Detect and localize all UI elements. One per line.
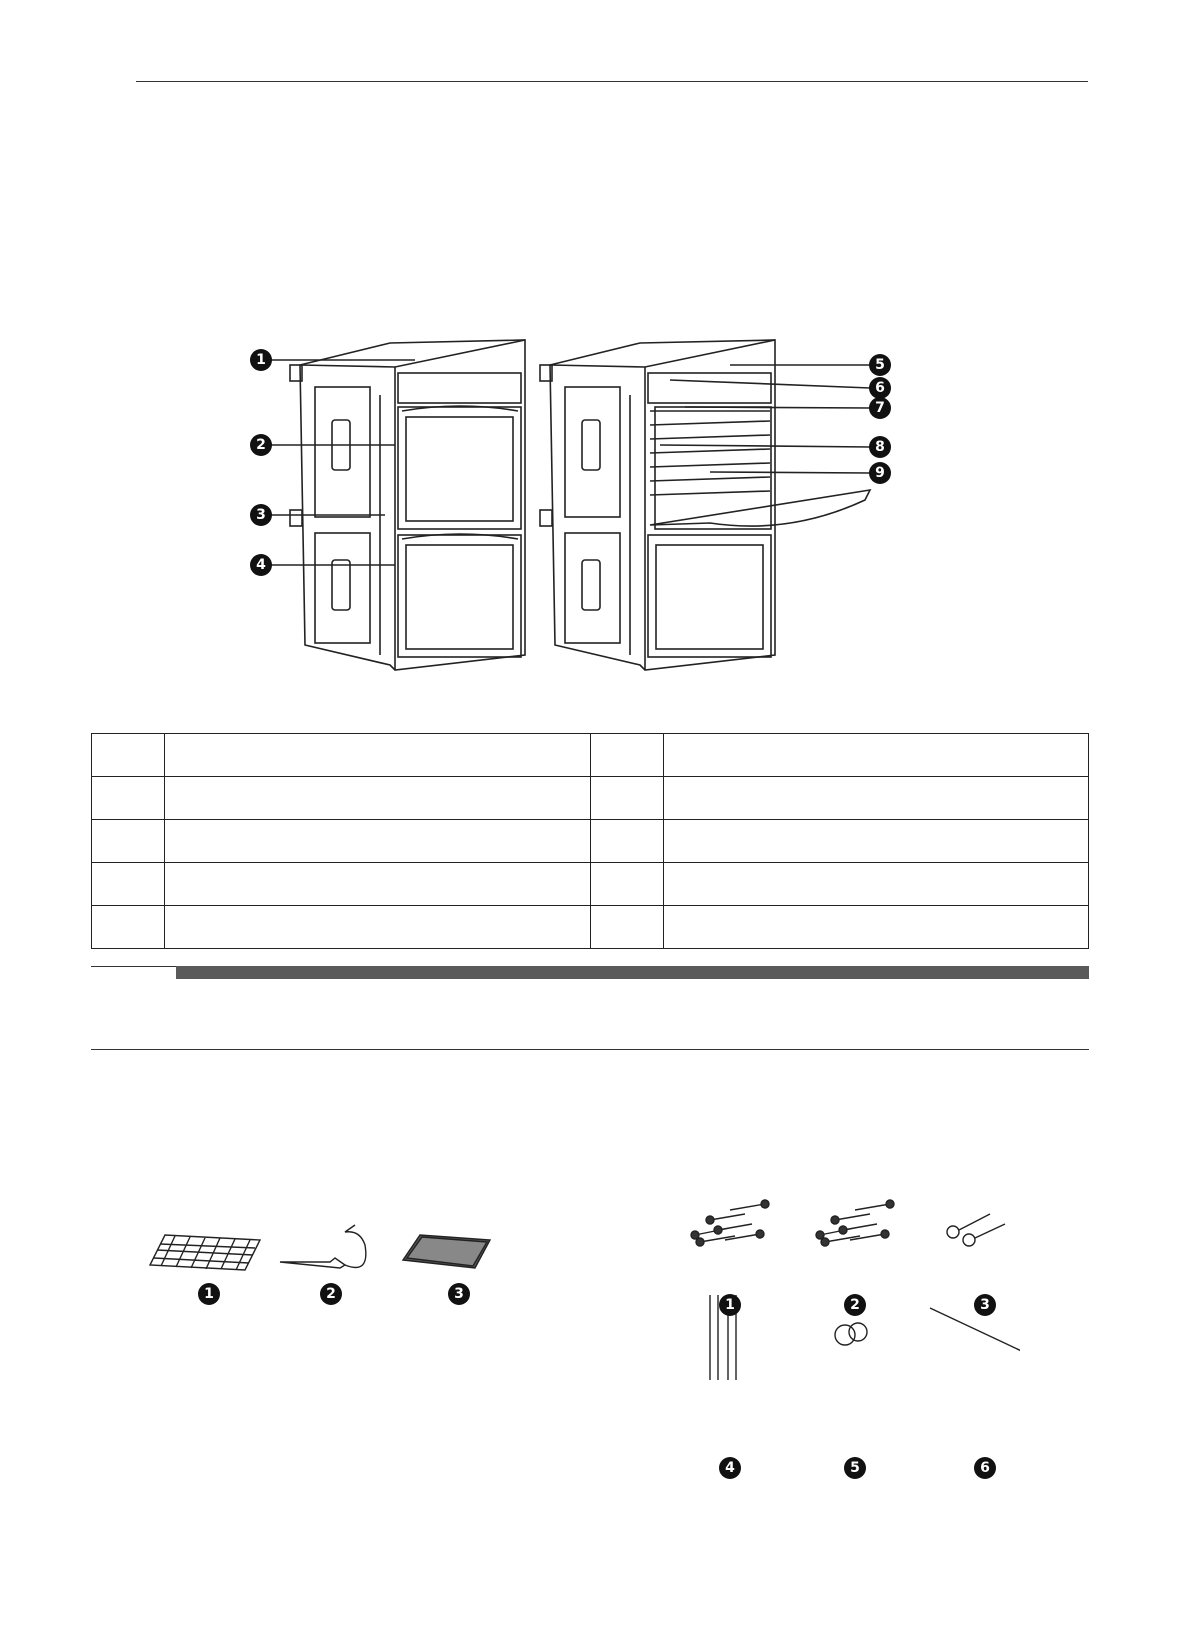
- accessory-callout-3: 3: [448, 1283, 470, 1305]
- install-callout-4: 4: [719, 1457, 741, 1479]
- table-cell: [92, 820, 165, 863]
- table-row: [92, 906, 1089, 949]
- wall-oven-illustration: [230, 325, 950, 695]
- table-cell: [663, 863, 1089, 906]
- accessories-illustration: [145, 1220, 500, 1290]
- callout-3: 3: [250, 504, 272, 526]
- table-cell: [92, 777, 165, 820]
- accessory-callout-1: 1: [198, 1283, 220, 1305]
- table-cell: [590, 820, 663, 863]
- callout-9: 9: [869, 462, 891, 484]
- table-cell: [663, 906, 1089, 949]
- callout-7: 7: [869, 397, 891, 419]
- table-cell: [165, 734, 591, 777]
- callout-4: 4: [250, 554, 272, 576]
- table-cell: [590, 734, 663, 777]
- install-callout-1: 1: [719, 1294, 741, 1316]
- table-cell: [663, 777, 1089, 820]
- table-cell: [663, 820, 1089, 863]
- callout-8: 8: [869, 436, 891, 458]
- install-callout-3: 3: [974, 1294, 996, 1316]
- table-cell: [92, 863, 165, 906]
- table-row: [92, 820, 1089, 863]
- table-cell: [92, 906, 165, 949]
- table-cell: [165, 906, 591, 949]
- table-row: [92, 734, 1089, 777]
- table-row: [92, 863, 1089, 906]
- table-cell: [590, 777, 663, 820]
- callout-5: 5: [869, 354, 891, 376]
- callout-2: 2: [250, 434, 272, 456]
- install-callout-2: 2: [844, 1294, 866, 1316]
- table-cell: [165, 777, 591, 820]
- table-row: [92, 777, 1089, 820]
- table-cell: [165, 820, 591, 863]
- section-rule-lower: [91, 1049, 1089, 1050]
- callout-6: 6: [869, 377, 891, 399]
- section-header-bar: [176, 966, 1089, 979]
- accessory-callout-2: 2: [320, 1283, 342, 1305]
- install-callout-5: 5: [844, 1457, 866, 1479]
- table-cell: [165, 863, 591, 906]
- install-callout-6: 6: [974, 1457, 996, 1479]
- table-cell: [590, 906, 663, 949]
- top-rule: [136, 81, 1088, 82]
- table-cell: [590, 863, 663, 906]
- parts-table: [91, 733, 1089, 949]
- table-cell: [663, 734, 1089, 777]
- callout-1: 1: [250, 349, 272, 371]
- table-cell: [92, 734, 165, 777]
